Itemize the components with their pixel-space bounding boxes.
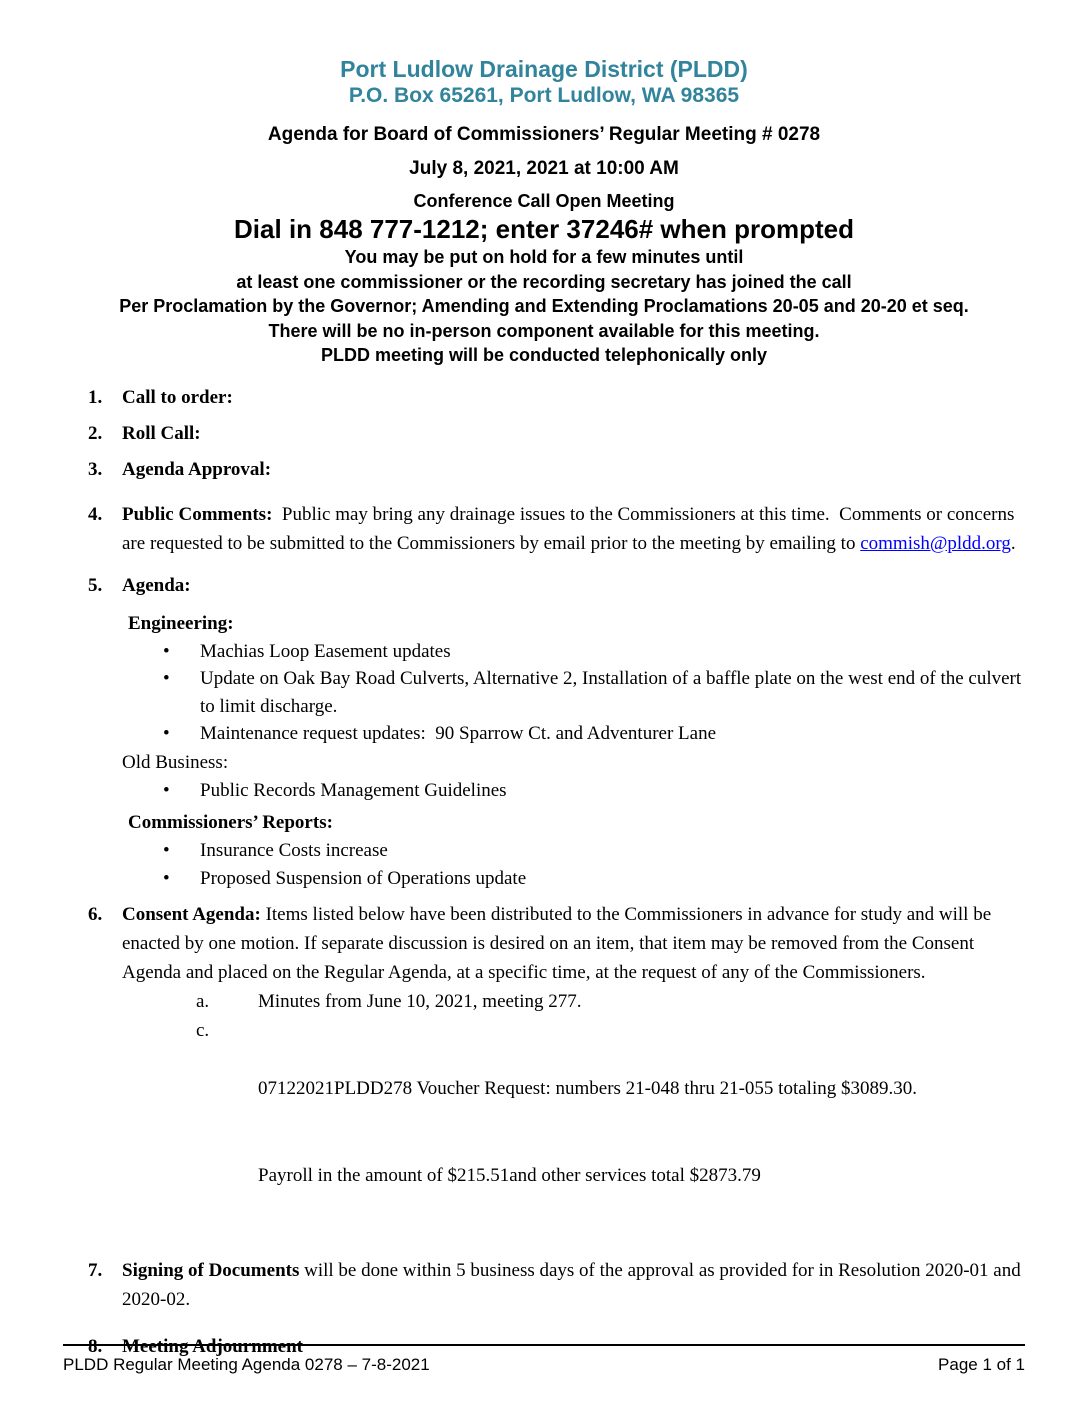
footer-document-label: PLDD Regular Meeting Agenda 0278 – 7-8-2021 bbox=[63, 1355, 430, 1374]
section-title-commissioners-reports: Commissioners’ Reports: bbox=[128, 812, 333, 833]
item-number: 4. bbox=[88, 503, 103, 525]
section-title-engineering: Engineering: bbox=[128, 612, 234, 634]
bullet-text: Maintenance request updates: 90 Sparrow Ct. and Adventurer Lane bbox=[200, 723, 717, 744]
item-number: 1. bbox=[88, 386, 103, 408]
agenda-item-public-comments bbox=[88, 500, 1025, 558]
list-item bbox=[122, 837, 1025, 865]
bullet-icon: • bbox=[163, 640, 170, 662]
item-title: Agenda Approval: bbox=[122, 458, 272, 480]
item-title: Roll Call: bbox=[122, 422, 201, 444]
telephonic-only-note: PLDD meeting will be conducted telephonically only bbox=[320, 345, 768, 365]
item-text bbox=[122, 1256, 1025, 1314]
section-title-old-business: Old Business: bbox=[122, 751, 229, 773]
bullet-icon: • bbox=[163, 723, 170, 744]
footer-page-number: Page 1 of 1 bbox=[938, 1355, 1025, 1374]
bullet-icon: • bbox=[163, 668, 170, 689]
meeting-datetime: July 8, 2021, 2021 at 10:00 AM bbox=[409, 158, 679, 179]
list-item bbox=[122, 777, 1025, 805]
item-title: Agenda: bbox=[122, 574, 191, 596]
item-title: Consent Agenda: bbox=[122, 904, 261, 925]
item-text bbox=[122, 500, 1025, 558]
org-address: P.O. Box 65261, Port Ludlow, WA 98365 bbox=[348, 84, 740, 107]
bullet-icon: • bbox=[163, 867, 170, 889]
bullet-text: Proposed Suspension of Operations update bbox=[200, 867, 527, 889]
bullet-icon: • bbox=[163, 840, 170, 861]
bullet-text: Update on Oak Bay Road Culverts, Alternative 2, Installation of a baffle plate on the west end of the culvert to limit discharge. bbox=[200, 668, 1026, 717]
proclamation-note: Per Proclamation by the Governor; Amending and Extending Proclamations 20-05 and 20-20 et seq. bbox=[119, 296, 969, 316]
item-body: Items listed below have been distributed to the Commissioners in advance for study and will be enacted by one motion. If separate discussion is desired on an item, that item may be removed from the Consent Agenda and placed on the Regular Agenda, at a specific time, at the request of any of the Commissioners. bbox=[122, 904, 996, 983]
item-text bbox=[122, 900, 1025, 987]
sub-item-line-2: Payroll in the amount of $215.51and other services total $2873.79 bbox=[258, 1165, 761, 1186]
agenda-item-agenda bbox=[88, 571, 1025, 893]
item-body: Public may bring any drainage issues to the Commissioners at this time. Comments or concerns are requested to be submitted to the Commissioners by email prior to the meeting by emailing to bbox=[122, 503, 1020, 554]
item-body-end: . bbox=[1010, 532, 1016, 554]
item-number: 8. bbox=[88, 1336, 103, 1357]
item-body: will be done within 5 business days of the approval as provided for in Resolution 2020-01 and 2020-02. bbox=[122, 1260, 1026, 1310]
consent-sub-item-a bbox=[122, 987, 1025, 1016]
item-number: 6. bbox=[88, 904, 103, 925]
item-title: Public Comments: bbox=[122, 503, 273, 525]
agenda-title: Agenda for Board of Commissioners’ Regular Meeting # 0278 bbox=[267, 124, 821, 145]
hold-note-line-2: at least one commissioner or the recording secretary has joined the call bbox=[236, 271, 852, 292]
agenda-list bbox=[88, 383, 1025, 1362]
item-title: Call to order: bbox=[122, 386, 233, 408]
consent-sub-item-c bbox=[122, 1016, 1025, 1248]
item-number: 7. bbox=[88, 1260, 103, 1281]
list-item bbox=[122, 865, 1025, 893]
item-number: 5. bbox=[88, 574, 103, 596]
bullet-text: Machias Loop Easement updates bbox=[200, 640, 451, 662]
dial-in-instructions: Dial in 848 777-1212; enter 37246# when prompted bbox=[234, 214, 854, 244]
item-title: Signing of Documents bbox=[122, 1260, 300, 1281]
sub-item-line-1: 07122021PLDD278 Voucher Request: numbers 21-048 thru 21-055 totaling $3089.30. bbox=[258, 1078, 917, 1099]
no-in-person-note: There will be no in-person component available for this meeting. bbox=[268, 320, 820, 341]
item-number: 2. bbox=[88, 422, 103, 444]
list-item bbox=[122, 720, 1025, 748]
bullet-text: Public Records Management Guidelines bbox=[200, 779, 507, 801]
list-item bbox=[122, 665, 1025, 720]
agenda-item-consent-agenda bbox=[88, 900, 1025, 1248]
meeting-type: Conference Call Open Meeting bbox=[413, 191, 675, 211]
list-item bbox=[122, 638, 1025, 666]
email-link[interactable]: commish@pldd.org bbox=[860, 532, 1011, 554]
page-footer bbox=[63, 1344, 1025, 1375]
agenda-item-signing-of-documents bbox=[88, 1256, 1025, 1314]
hold-note-line-1: You may be put on hold for a few minutes until bbox=[344, 247, 744, 267]
sub-item-text: Minutes from June 10, 2021, meeting 277. bbox=[258, 991, 582, 1012]
item-number: 3. bbox=[88, 458, 103, 480]
document-header bbox=[63, 56, 1025, 368]
bullet-text: Insurance Costs increase bbox=[200, 840, 388, 861]
sub-item-marker: a. bbox=[196, 991, 210, 1012]
org-name: Port Ludlow Drainage District (PLDD) bbox=[340, 56, 748, 82]
agenda-item-agenda-approval bbox=[88, 455, 1025, 484]
bullet-icon: • bbox=[163, 779, 170, 801]
agenda-item-call-to-order bbox=[88, 383, 1025, 412]
item-title: Meeting Adjournment bbox=[122, 1336, 304, 1357]
sub-item-text bbox=[258, 1016, 1025, 1248]
agenda-item-roll-call bbox=[88, 419, 1025, 448]
sub-item-marker: c. bbox=[196, 1020, 210, 1041]
